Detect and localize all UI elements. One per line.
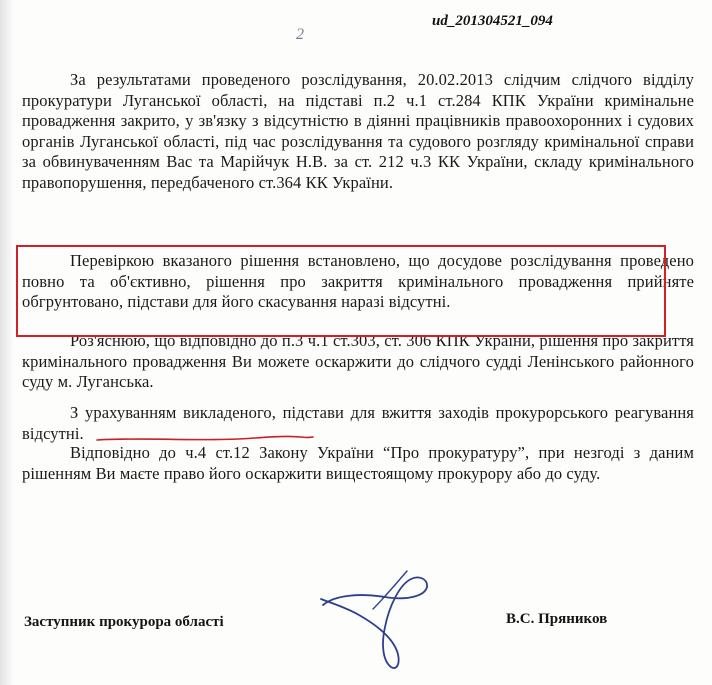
signatory-title: Заступник прокурора області <box>24 614 224 630</box>
signatory-name: В.С. Пряников <box>506 611 608 627</box>
document-id: ud_201304521_094 <box>432 13 553 29</box>
page-number: 2 <box>296 26 304 43</box>
highlight-box <box>16 245 666 337</box>
paragraph-no-grounds: З урахуванням викладеного, підстави для вжиття заходів прокурорського реагування відсутні. <box>22 403 694 443</box>
paragraph-appeal-rights: Роз'яснюю, що відповідно до п.3 ч.1 ст.303, ст. 306 КПК України, рішення про закриття кримінального провадження Ви можете оскаржити до слідчого судді Ленінського районного суду м. Луганська. <box>22 331 694 392</box>
handwritten-signature <box>315 565 435 670</box>
paragraph-law-reference: Відповідно до ч.4 ст.12 Закону України “Про прокуратуру”, при незгоді з даним рішенням Ви маєте право його оскаржити вищестоящому прокурору або до суду. <box>22 443 694 483</box>
paragraph-investigation-result: За результатами проведеного розслідування, 20.02.2013 слідчим слідчого відділу прокуратури Луганської області, на підставі п.2 ч.1 ст.284 КПК України кримінальне провадження закрито, у зв'язку з відсутністю в діянні працівників правоохоронних і судових органів Луганської області, під час розслідування та судового розгляду кримінальної справи за обвинуваченням Вас та Марійчук Н.В. за ст. 212 ч.3 КК України, складу кримінального правопорушення, передбаченого ст.364 КК України. <box>22 70 694 192</box>
handwritten-underline <box>95 434 315 444</box>
scan-edge-shadow <box>0 0 14 685</box>
paragraph-verification: Перевіркою вказаного рішення встановлено, що досудове розслідування проведено повно та об'єктивно, рішення про закриття кримінального провадження прийняте обгрунтовано, підстави для його скасування наразі відсутні. <box>22 251 694 312</box>
